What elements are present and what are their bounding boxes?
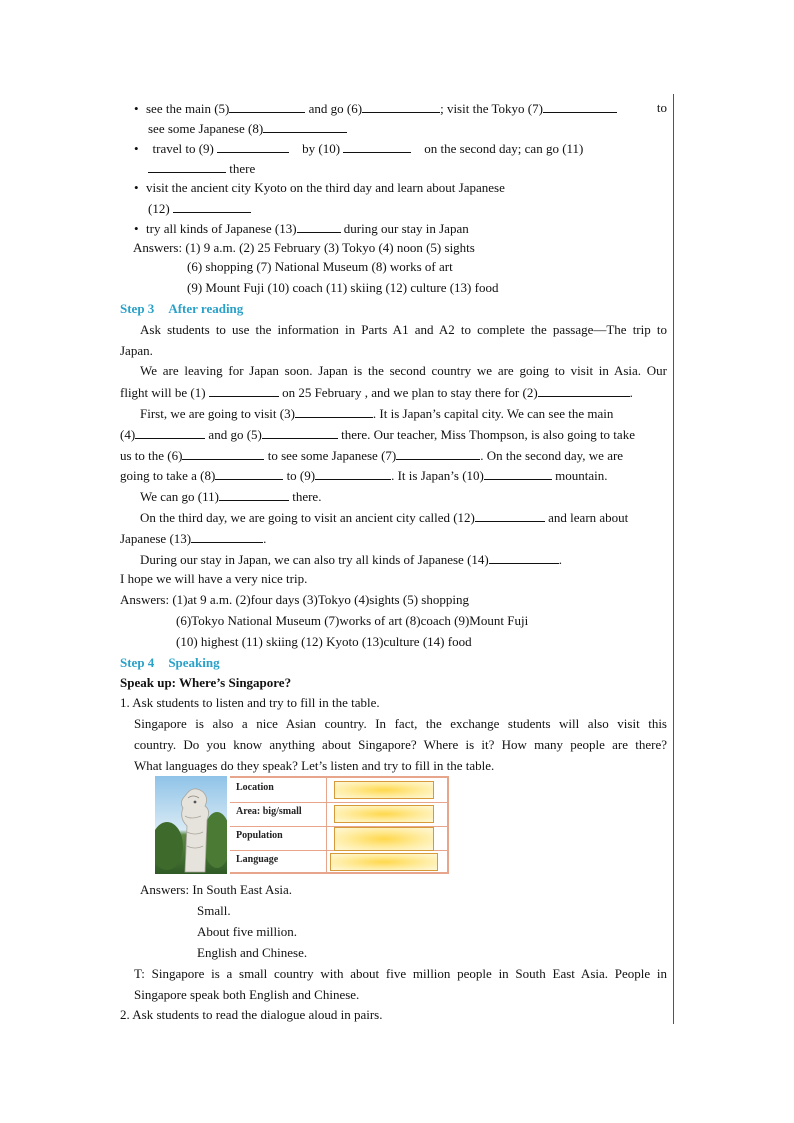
answers-line: English and Chinese.: [197, 945, 308, 960]
paragraph-line: flight will be (1) on 25 February , and we plan to stay there for (2) .: [120, 385, 633, 400]
bullet-item-2-cont: there: [148, 160, 695, 177]
table-row: [230, 778, 447, 803]
numbered-item: 2. Ask students to read the dialogue aloud in pairs.: [120, 1007, 383, 1022]
paragraph-line: What languages do they speak? Let’s listen and try to fill in the table.: [134, 758, 495, 773]
table-row: [230, 826, 447, 851]
answers-line: (10) highest (11) skiing (12) Kyoto (13)culture (14) food: [176, 634, 472, 649]
step-heading: Step 4 Speaking: [120, 655, 220, 670]
answers-line: Small.: [197, 903, 231, 918]
bullet-icon: •: [134, 180, 139, 195]
paragraph-line: Japanese (13) .: [120, 531, 267, 546]
answer-box[interactable]: [334, 827, 434, 851]
paragraph-line: Singapore speak both English and Chinese.: [134, 987, 360, 1002]
table-row-label: Location: [236, 782, 274, 793]
table-row-label: Population: [236, 830, 283, 841]
bullet-item-3: • visit the ancient city Kyoto on the third day and learn about Japanese: [134, 180, 505, 195]
answer-box[interactable]: [334, 805, 434, 823]
paragraph-line: Ask students to use the information in Parts A1 and A2 to complete the passage—The trip to: [140, 322, 667, 337]
paragraph-line: We can go (11) there.: [140, 489, 322, 504]
paragraph-line: T: Singapore is a small country with about five million people in South East Asia. People in: [134, 966, 667, 981]
paragraph-line: going to take a (8) to (9) . It is Japan’s (10) mountain.: [120, 468, 608, 483]
numbered-item: 1. Ask students to listen and try to fill in the table.: [120, 695, 380, 710]
answers-line: Answers: (1)at 9 a.m. (2)four days (3)Tokyo (4)sights (5) shopping: [120, 592, 469, 607]
bullet-icon: •: [134, 221, 139, 236]
bullet-icon: •: [134, 141, 139, 156]
table-row: [230, 802, 447, 827]
answers-line: About five million.: [197, 924, 298, 939]
paragraph-line: During our stay in Japan, we can also try all kinds of Japanese (14) .: [140, 552, 562, 567]
step-heading: Step 3 After reading: [120, 301, 244, 316]
bullet-item-3-cont: (12): [148, 200, 695, 217]
paragraph-line: I hope we will have a very nice trip.: [120, 571, 308, 586]
bullet-item-4: • try all kinds of Japanese (13) during our stay in Japan: [134, 221, 469, 236]
merlion-photo: [155, 776, 227, 874]
answers-line: Answers: (1) 9 a.m. (2) 25 February (3) Tokyo (4) noon (5) sights: [133, 240, 475, 255]
bullet-item-1: • see the main (5) and go (6) ; visit the Tokyo (7) to: [134, 100, 667, 116]
table-row-label: Area: big/small: [236, 806, 302, 817]
answers-line: (6)Tokyo National Museum (7)works of art (8)coach (9)Mount Fuji: [176, 613, 529, 628]
section-heading: Speak up: Where’s Singapore?: [120, 675, 292, 690]
paragraph-line: (4) and go (5) there. Our teacher, Miss Thompson, is also going to take: [120, 427, 635, 442]
paragraph-line: country. Do you know anything about Singapore? Where is it? How many people are there?: [134, 737, 667, 752]
singapore-figure: [155, 776, 449, 874]
bullet-item-2: • travel to (9) by (10) on the second day; can go (11): [134, 141, 584, 156]
answer-box[interactable]: [330, 853, 438, 871]
table-row: [230, 850, 447, 874]
paragraph-line: First, we are going to visit (3) . It is Japan’s capital city. We can see the main: [140, 406, 614, 421]
answer-box[interactable]: [334, 781, 434, 799]
table-row-label: Language: [236, 854, 279, 865]
answers-line: (6) shopping (7) National Museum (8) works of art: [187, 259, 453, 274]
paragraph-line: We are leaving for Japan soon. Japan is the second country we are going to visit in Asia. Our: [140, 363, 667, 378]
bullet-icon: •: [134, 101, 139, 116]
paragraph-line: us to the (6) to see some Japanese (7) . On the second day, we are: [120, 448, 624, 463]
paragraph-line: Singapore is also a nice Asian country. In fact, the exchange students will also visit this: [134, 716, 667, 731]
answers-line: Answers: In South East Asia.: [140, 882, 293, 897]
bullet-item-1-cont: see some Japanese (8): [148, 120, 695, 137]
paragraph-line: On the third day, we are going to visit an ancient city called (12) and learn about: [140, 510, 629, 525]
answers-line: (9) Mount Fuji (10) coach (11) skiing (12) culture (13) food: [187, 280, 499, 295]
fill-in-table: [230, 776, 449, 874]
merlion-icon: [155, 776, 227, 874]
paragraph-line: Japan.: [120, 343, 153, 358]
